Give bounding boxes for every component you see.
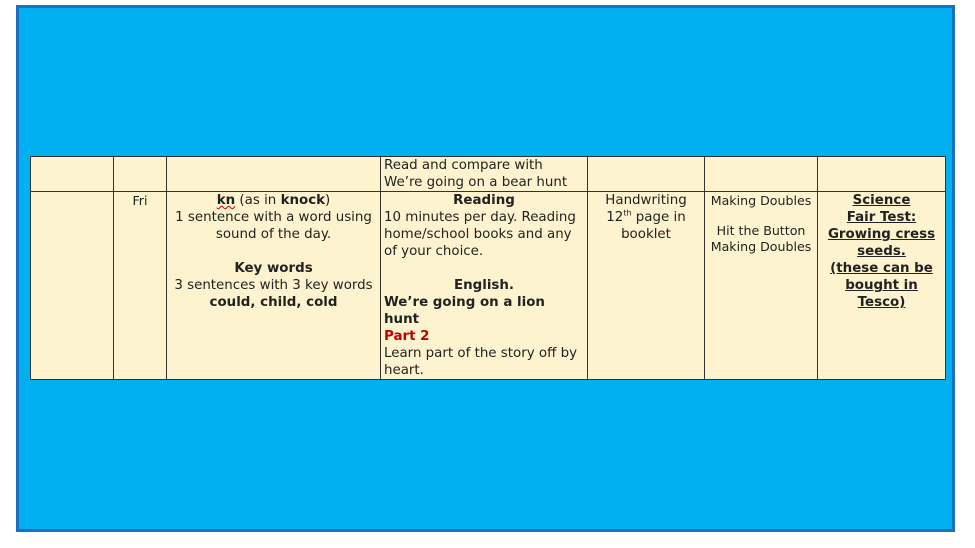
table-cell [31,157,114,192]
science-cell [818,192,946,380]
reading-heading: Reading [453,193,515,208]
handwriting-line3: booklet [621,227,671,242]
as-in-prefix: (as in [235,193,281,208]
maths-line2: Hit the Button Making Doubles [710,223,812,254]
english-title: We’re going on a lion hunt [384,295,545,327]
table-cell [705,157,818,192]
english-task: Learn part of the story off by heart. [384,346,578,378]
day-label: Fri [132,193,148,208]
reading-cell [381,192,588,380]
key-words-list: could, child, cold [209,295,338,310]
table-cell [167,157,381,192]
page-number: 12 [606,210,624,225]
reading-cell [381,157,588,192]
maths-line1: Making Doubles [710,193,812,208]
science-title: Science [852,193,911,208]
key-words-task: 3 sentences with 3 key words [174,278,373,293]
day-cell [114,192,167,380]
part-label: Part 2 [384,329,430,344]
page-in-text: page in [631,210,686,225]
ordinal-suffix: th [623,208,632,218]
table-cell [114,157,167,192]
english-heading: English. [453,278,515,293]
table-cell [818,157,946,192]
table-cell [31,192,114,380]
table-row [31,192,946,380]
grapheme: kn [216,193,236,208]
handwriting-cell [588,192,705,380]
sound-of-day [170,192,377,209]
table-row [31,157,946,192]
handwriting-line2 [591,209,701,226]
science-line3: (these can be bought in Tesco) [830,261,933,310]
science-line2: Growing cress seeds. [827,227,936,259]
reading-compare-text: Read and compare with We’re going on a bear hunt [384,158,568,190]
phonics-task: 1 sentence with a word using sound of the day. [175,210,372,242]
science-line1: Fair Test: [846,210,917,225]
handwriting-line1: Handwriting [605,193,687,208]
phonics-cell [167,192,381,380]
table-cell [588,157,705,192]
home-learning-table [30,156,946,380]
example-word: knock [280,193,326,208]
reading-body: 10 minutes per day. Reading home/school books and any of your choice. [384,210,576,259]
key-words-heading: Key words [234,261,313,276]
maths-cell [705,192,818,380]
as-in-suffix: ) [325,193,331,208]
